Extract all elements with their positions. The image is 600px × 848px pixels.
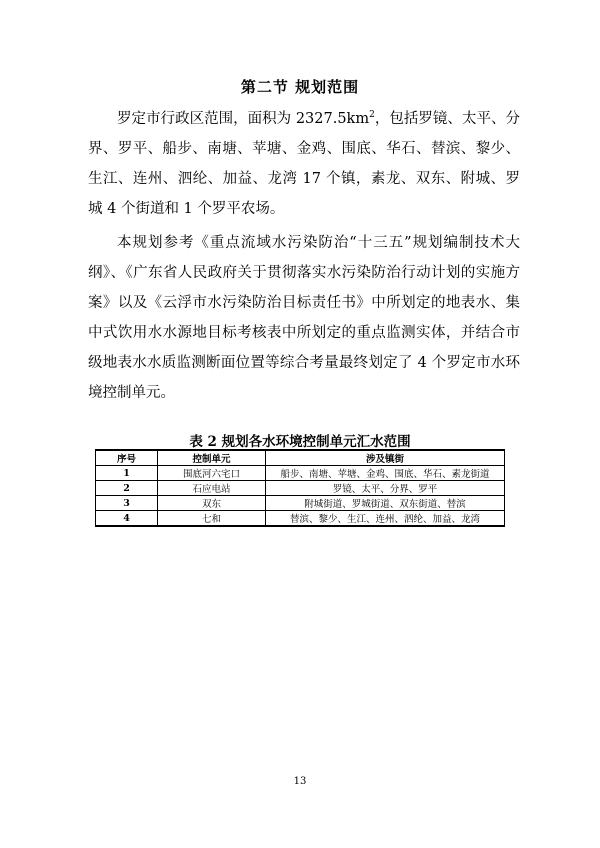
row-control-unit: 石应电站 xyxy=(158,481,266,496)
table-row xyxy=(96,511,505,527)
table-row xyxy=(96,481,505,496)
table-row xyxy=(96,466,505,481)
control-units-table xyxy=(95,449,505,527)
paragraph-scope xyxy=(88,104,520,224)
row-towns: 替滨、黎少、生江、连州、泗纶、加益、龙湾 xyxy=(266,511,505,527)
table-header-row xyxy=(96,450,505,466)
row-control-unit: 双东 xyxy=(158,496,266,511)
paragraph-reference xyxy=(88,228,520,408)
row-towns: 附城街道、罗城街道、双东街道、替滨 xyxy=(266,496,505,511)
row-towns: 罗镜、太平、分界、罗平 xyxy=(266,481,505,496)
row-towns: 船步、南塘、苹塘、金鸡、围底、华石、素龙街道 xyxy=(266,466,505,481)
paragraph-reference-text: 本规划参考《重点流域水污染防治“十三五”规划编制技术大纲》、《广东省人民政府关于贯彻落实水污染防治行动计划的实施方案》以及《云浮市水污染防治目标责任书》中所划定的地表水、集中式饮用水水源地目标考核表中所划定的重点监测实体，并结合市级地表水水质监测断面位置等综合考量最终划定了 4 个罗定市水环境控制单元。 xyxy=(88,235,520,401)
header-index: 序号 xyxy=(96,450,158,466)
header-control-unit: 控制单元 xyxy=(158,450,266,466)
paragraph-scope-part1: 罗定市行政区范围，面积为 2327.5km xyxy=(117,111,370,127)
row-control-unit: 围底河六宅口 xyxy=(158,466,266,481)
table-row xyxy=(96,496,505,511)
row-control-unit: 七和 xyxy=(158,511,266,527)
row-index: 1 xyxy=(96,466,158,481)
area-unit-superscript: 2 xyxy=(369,110,375,121)
header-towns: 涉及镇街 xyxy=(266,450,505,466)
row-index: 4 xyxy=(96,511,158,527)
page-number: 13 xyxy=(293,776,307,787)
table-caption: 表 2 规划各水环境控制单元汇水范围 xyxy=(189,434,411,450)
paragraph-scope-part2: ，包括罗镜、太平、分界、罗平、船步、南塘、苹塘、金鸡、围底、华石、替滨、黎少、生江、连州、泗纶、加益、龙湾 17 个镇，素龙、双东、附城、罗城 4 个街道和 1 个罗平农场。 xyxy=(88,111,520,217)
section-title: 第二节 规划范围 xyxy=(240,78,360,96)
row-index: 2 xyxy=(96,481,158,496)
row-index: 3 xyxy=(96,496,158,511)
